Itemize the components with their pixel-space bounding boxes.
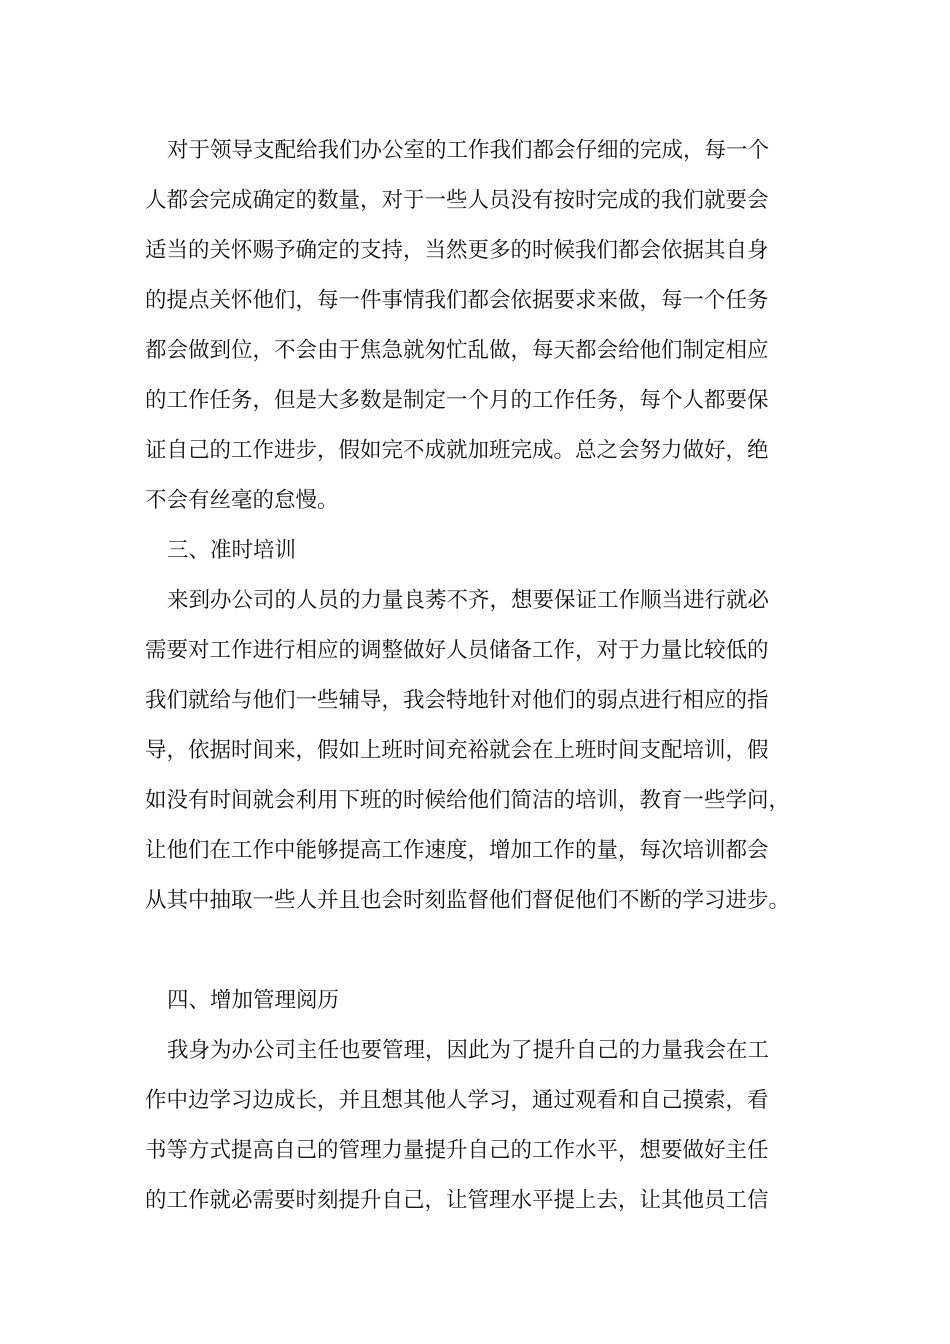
paragraph-line: 导，依据时间来，假如上班时间充裕就会在上班时间支配培训，假	[145, 738, 769, 763]
blank-line	[145, 926, 825, 976]
document-body	[145, 126, 825, 1226]
paragraph-line: 的工作任务，但是大多数是制定一个月的工作任务，每个人都要保	[145, 388, 769, 413]
paragraph-line: 我身为办公司主任也要管理，因此为了提升自己的力量我会在工	[167, 1038, 770, 1063]
paragraph-line: 都会做到位，不会由于焦急就匆忙乱做，每天都会给他们制定相应	[145, 338, 769, 363]
paragraph-line: 从其中抽取一些人并且也会时刻监督他们督促他们不断的学习进步。	[145, 888, 791, 913]
paragraph-line: 需要对工作进行相应的调整做好人员储备工作，对于力量比较低的	[145, 638, 769, 663]
paragraph-line: 我们就给与他们一些辅导，我会特地针对他们的弱点进行相应的指	[145, 688, 769, 713]
paragraph-line: 作中边学习边成长，并且想其他人学习，通过观看和自己摸索，看	[145, 1088, 769, 1113]
section-heading-3: 三、准时培训	[167, 538, 297, 563]
paragraph-line: 的提点关怀他们，每一件事情我们都会依据要求来做，每一个任务	[145, 288, 769, 313]
paragraph-line: 不会有丝毫的怠慢。	[145, 488, 339, 513]
section-heading-4: 四、增加管理阅历	[167, 988, 340, 1013]
paragraph-line: 对于领导支配给我们办公室的工作我们都会仔细的完成，每一个	[167, 138, 770, 163]
paragraph-line: 书等方式提高自己的管理力量提升自己的工作水平，想要做好主任	[145, 1138, 769, 1163]
paragraph-line: 如没有时间就会利用下班的时候给他们简洁的培训，教育一些学问，	[145, 788, 791, 813]
paragraph-line: 适当的关怀赐予确定的支持，当然更多的时候我们都会依据其自身	[145, 238, 769, 263]
paragraph-line: 的工作就必需要时刻提升自己，让管理水平提上去，让其他员工信	[145, 1188, 769, 1213]
paragraph-line: 人都会完成确定的数量，对于一些人员没有按时完成的我们就要会	[145, 188, 769, 213]
paragraph-line: 来到办公司的人员的力量良莠不齐，想要保证工作顺当进行就必	[167, 588, 770, 613]
paragraph-line: 让他们在工作中能够提高工作速度，增加工作的量，每次培训都会	[145, 838, 769, 863]
paragraph-line: 证自己的工作进步，假如完不成就加班完成。总之会努力做好，绝	[145, 438, 769, 463]
